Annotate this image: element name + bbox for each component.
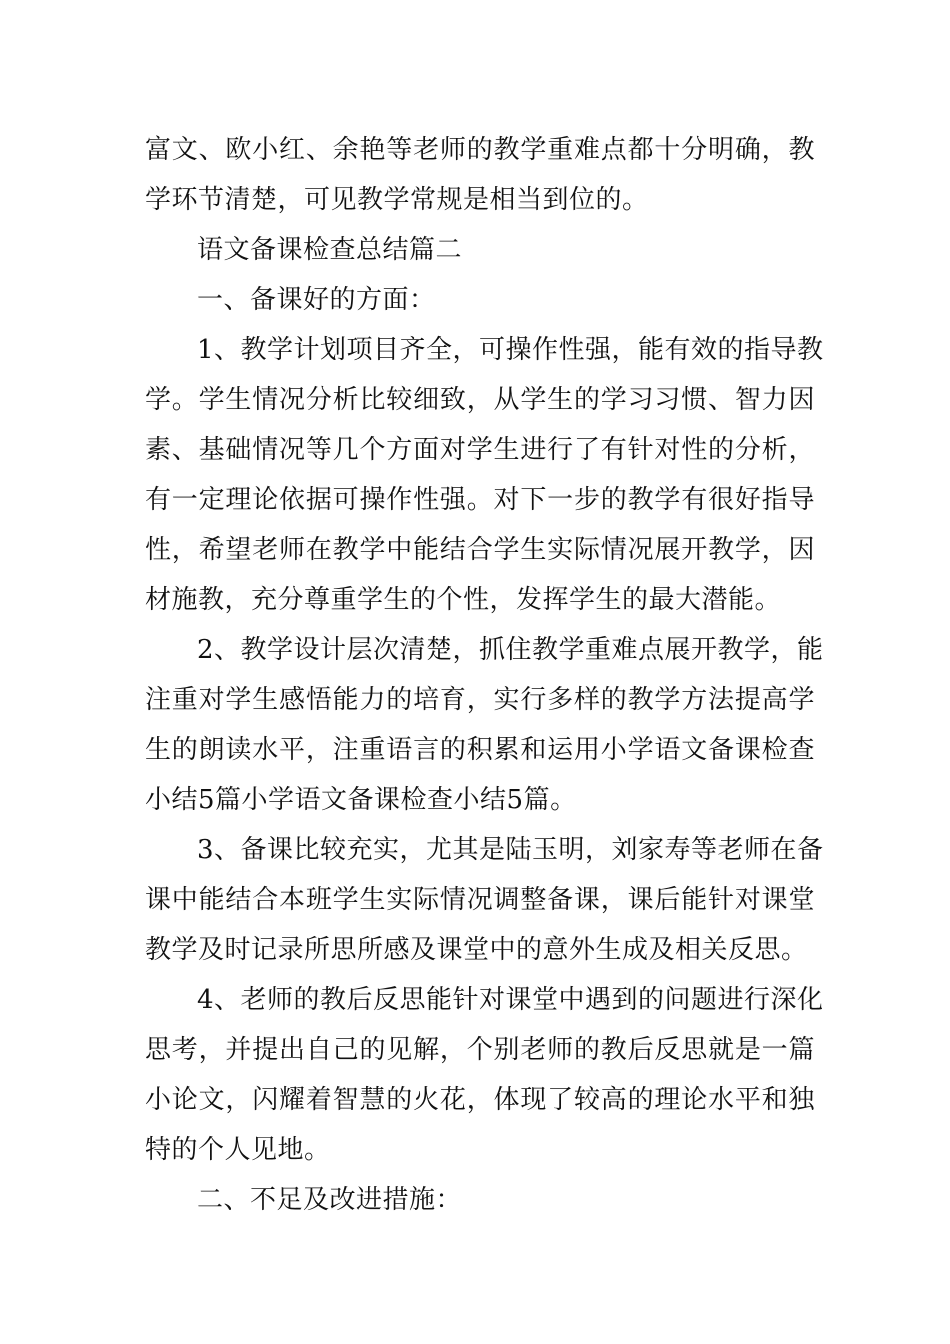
section-heading: 二、不足及改进措施： <box>197 1185 463 1215</box>
paragraph-line: 小结5篇小学语文备课检查小结5篇。 <box>145 785 577 815</box>
paragraph-line: 3、备课比较充实，尤其是陆玉明，刘家寿等老师在备 <box>197 835 824 865</box>
section-title: 语文备课检查总结篇二 <box>197 235 463 265</box>
paragraph-line: 学。学生情况分析比较细致，从学生的学习习惯、智力因 <box>145 385 815 415</box>
paragraph-line: 材施教，充分尊重学生的个性，发挥学生的最大潜能。 <box>145 585 782 615</box>
paragraph-line: 小论文，闪耀着智慧的火花，体现了较高的理论水平和独 <box>145 1085 815 1115</box>
text-line: 富文、欧小红、余艳等老师的教学重难点都十分明确，教 <box>145 135 815 165</box>
paragraph-line: 生的朗读水平，注重语言的积累和运用小学语文备课检查 <box>145 735 815 765</box>
paragraph-line: 思考，并提出自己的见解，个别老师的教后反思就是一篇 <box>145 1035 815 1065</box>
paragraph-line: 素、基础情况等几个方面对学生进行了有针对性的分析， <box>145 435 815 465</box>
paragraph-line: 有一定理论依据可操作性强。对下一步的教学有很好指导 <box>145 485 815 515</box>
paragraph-line: 特的个人见地。 <box>145 1135 331 1165</box>
paragraph-line: 2、教学设计层次清楚，抓住教学重难点展开教学，能 <box>197 635 824 665</box>
section-heading: 一、备课好的方面： <box>197 285 436 315</box>
text-line: 学环节清楚，可见教学常规是相当到位的。 <box>145 185 649 215</box>
paragraph-line: 教学及时记录所思所感及课堂中的意外生成及相关反思。 <box>145 935 808 965</box>
paragraph-line: 4、老师的教后反思能针对课堂中遇到的问题进行深化 <box>197 985 824 1015</box>
paragraph-line: 1、教学计划项目齐全，可操作性强，能有效的指导教 <box>197 335 824 365</box>
paragraph-line: 注重对学生感悟能力的培育，实行多样的教学方法提高学 <box>145 685 815 715</box>
paragraph-line: 课中能结合本班学生实际情况调整备课，课后能针对课堂 <box>145 885 815 915</box>
paragraph-line: 性，希望老师在教学中能结合学生实际情况展开教学，因 <box>145 535 815 565</box>
